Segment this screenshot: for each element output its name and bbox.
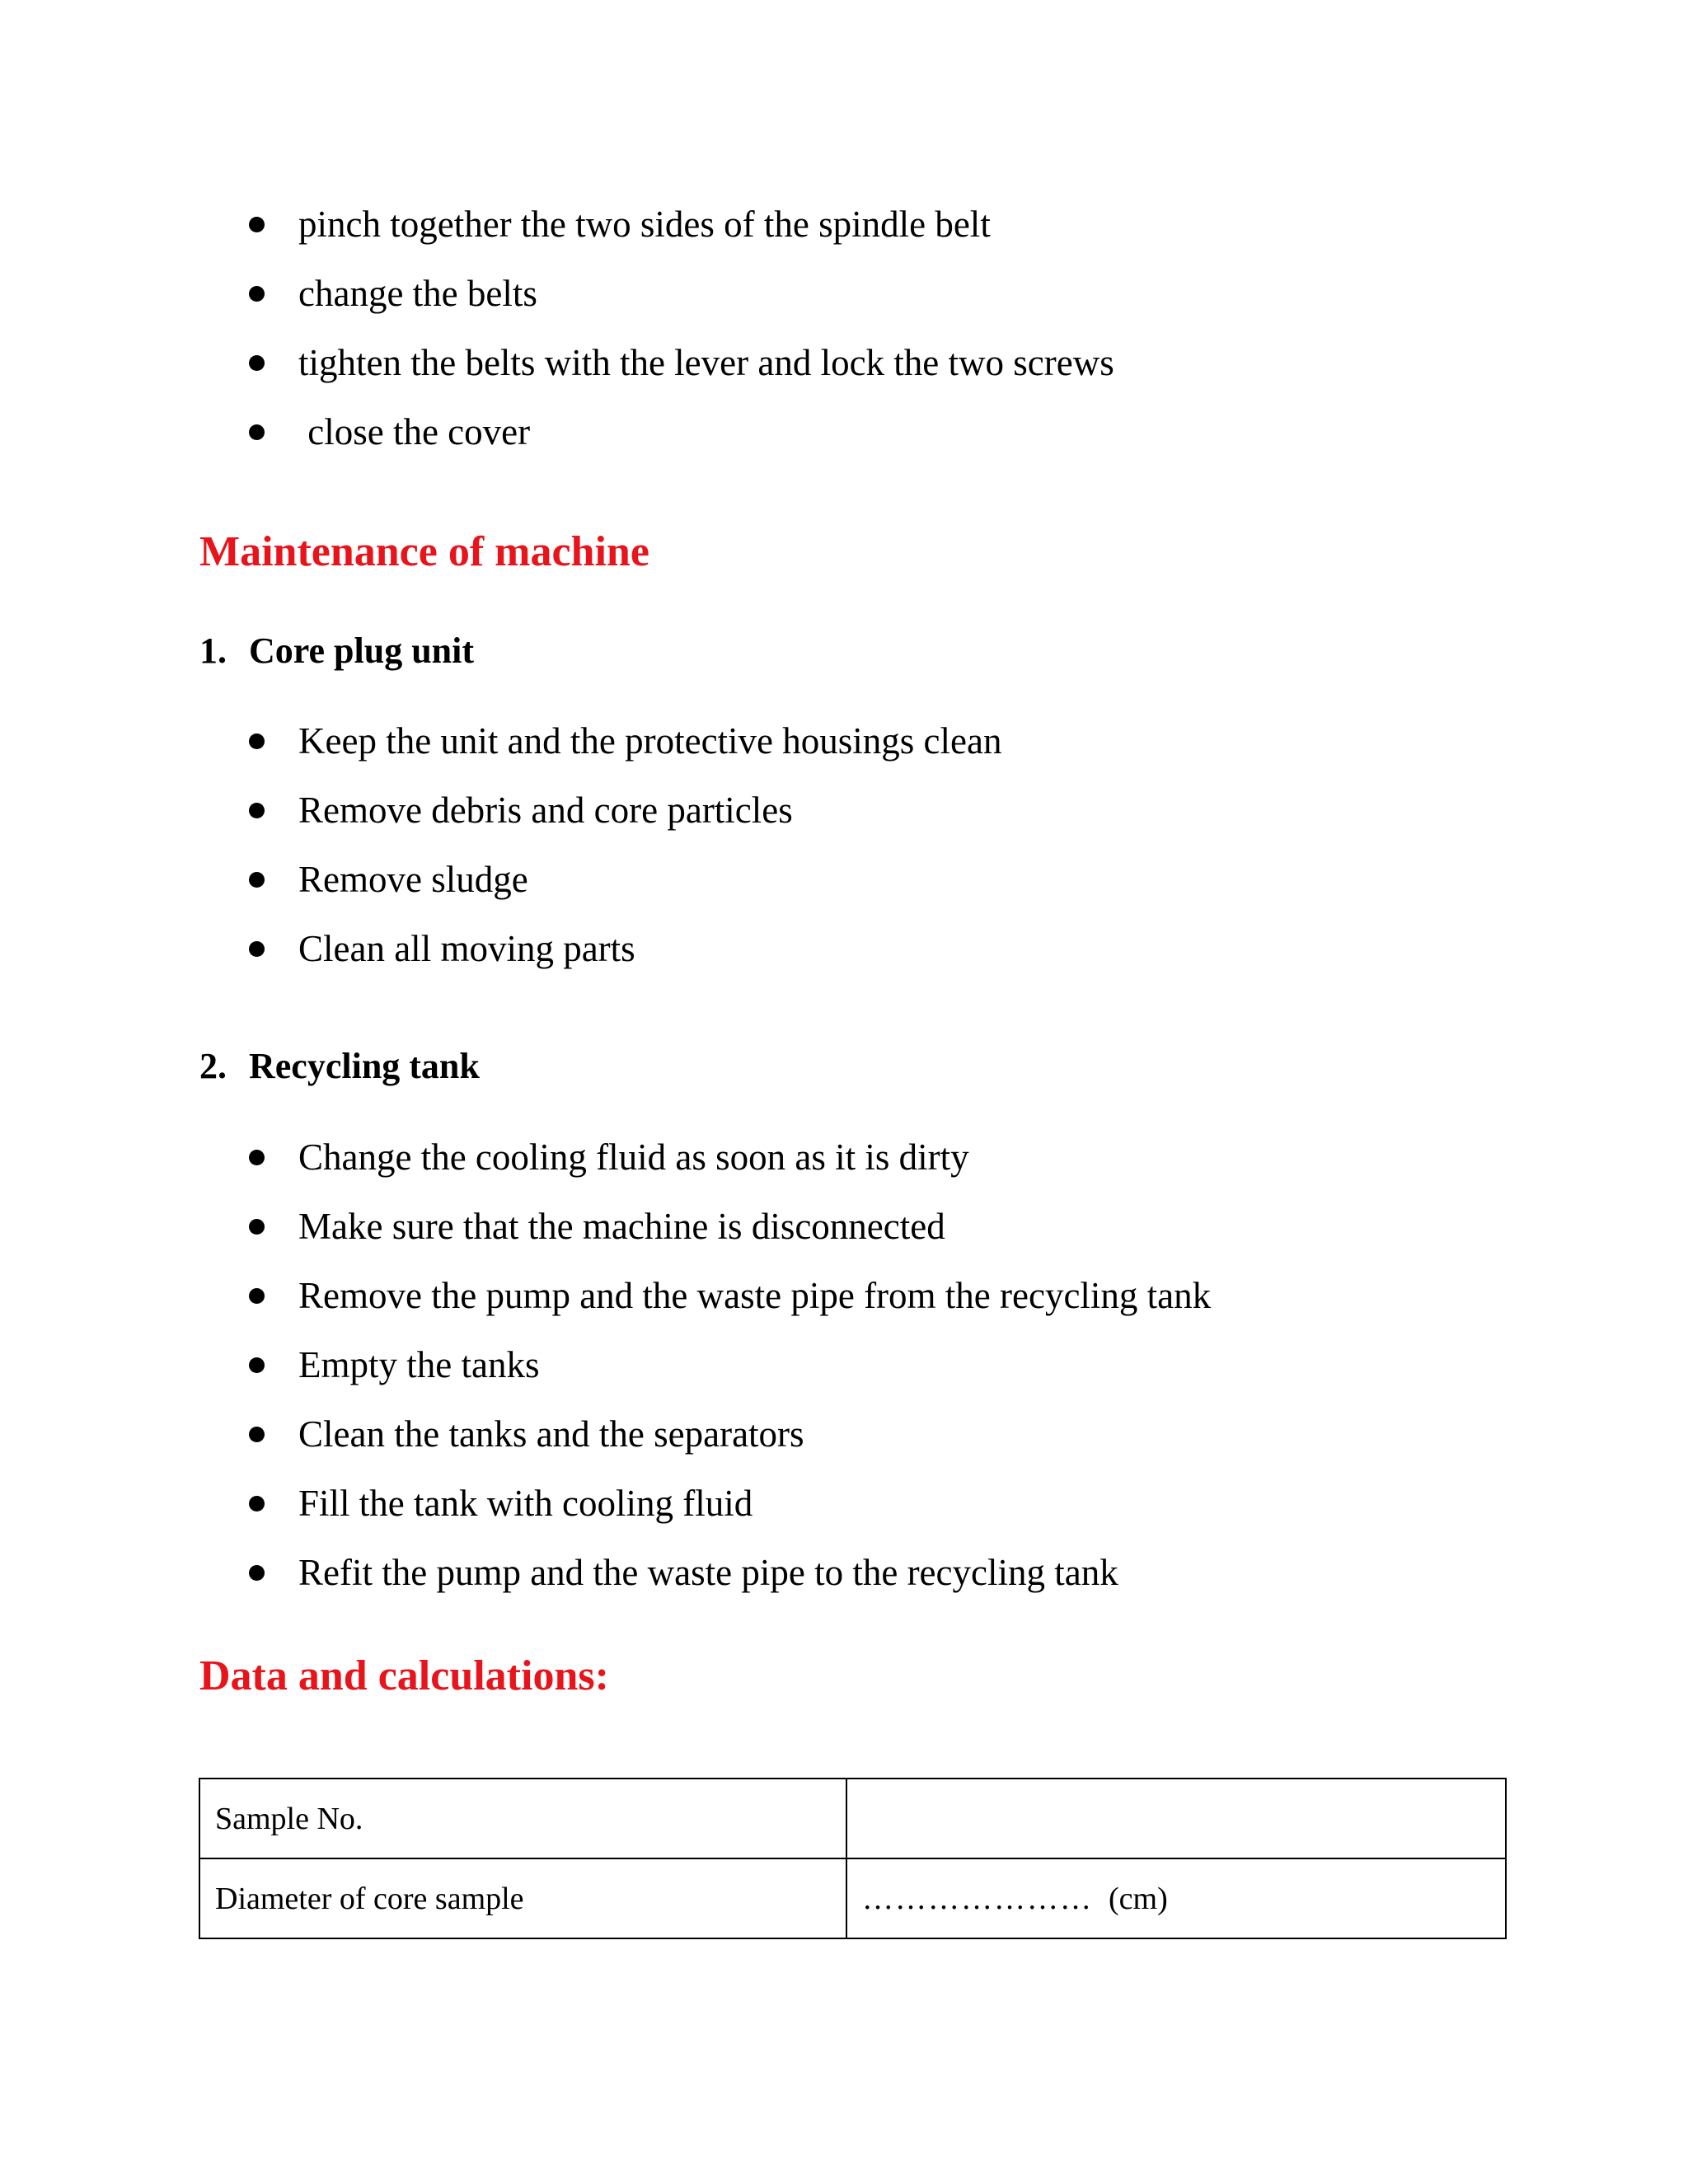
section-heading-recycling-tank xyxy=(199,1042,480,1091)
bullet-icon xyxy=(249,803,265,818)
list-item xyxy=(0,338,1688,387)
list-item-text: change the belts xyxy=(298,273,537,314)
list-item-text: Remove debris and core particles xyxy=(298,790,793,831)
list-item-text: Remove sludge xyxy=(298,859,528,900)
data-table xyxy=(199,1778,1507,1939)
list-item xyxy=(0,785,1688,835)
list-item-text: tighten the belts with the lever and lock the two screws xyxy=(298,342,1114,383)
bullet-icon xyxy=(249,941,265,957)
section-title: Core plug unit xyxy=(249,630,475,671)
unit-text: (cm) xyxy=(1109,1881,1168,1916)
bullet-icon xyxy=(249,1496,265,1511)
bullet-icon xyxy=(249,424,265,440)
table-cell-value[interactable] xyxy=(846,1858,1506,1938)
section-number: 2. xyxy=(199,1046,227,1086)
list-item-text: pinch together the two sides of the spindle belt xyxy=(298,204,991,245)
bullet-icon xyxy=(249,1288,265,1304)
bullet-icon xyxy=(249,286,265,302)
value-blank: ………………… xyxy=(862,1881,1093,1916)
table-cell-value[interactable] xyxy=(846,1779,1506,1858)
section-title: Recycling tank xyxy=(249,1046,480,1086)
list-item xyxy=(0,1548,1688,1597)
list-item-text: Clean all moving parts xyxy=(298,928,635,969)
bullet-icon xyxy=(249,1565,265,1581)
list-item-text: Clean the tanks and the separators xyxy=(298,1413,804,1455)
table-row xyxy=(199,1858,1506,1938)
list-item-text: Make sure that the machine is disconnected xyxy=(298,1206,945,1247)
bullet-icon xyxy=(249,1427,265,1442)
list-item xyxy=(0,855,1688,904)
list-item xyxy=(0,407,1688,457)
list-item xyxy=(0,924,1688,973)
list-item xyxy=(0,1340,1688,1390)
table-cell-label: Sample No. xyxy=(199,1779,846,1858)
list-item-text: close the cover xyxy=(298,411,531,452)
list-item-text: Change the cooling fluid as soon as it is dirty xyxy=(298,1137,969,1178)
bullet-icon xyxy=(249,355,265,371)
list-item xyxy=(0,716,1688,766)
table-cell-label: Diameter of core sample xyxy=(199,1858,846,1938)
list-item-text: Remove the pump and the waste pipe from the recycling tank xyxy=(298,1275,1212,1316)
maintenance-heading: Maintenance of machine xyxy=(199,528,649,575)
bullet-icon xyxy=(249,1150,265,1165)
section-heading-core-plug-unit xyxy=(199,626,474,676)
bullet-icon xyxy=(249,1219,265,1235)
list-item-text: Keep the unit and the protective housings clean xyxy=(298,720,1002,762)
bullet-icon xyxy=(249,872,265,888)
list-item-text: Refit the pump and the waste pipe to the recycling tank xyxy=(298,1552,1118,1593)
list-item xyxy=(0,1271,1688,1320)
list-item xyxy=(0,269,1688,318)
table-row xyxy=(199,1779,1506,1858)
bullet-icon xyxy=(249,1357,265,1373)
list-item-text: Empty the tanks xyxy=(298,1344,540,1385)
list-item xyxy=(0,1409,1688,1459)
data-calculations-heading: Data and calculations: xyxy=(199,1652,609,1699)
list-item xyxy=(0,199,1688,249)
bullet-icon xyxy=(249,217,265,232)
section-number: 1. xyxy=(199,630,227,671)
list-item xyxy=(0,1479,1688,1528)
list-item-text: Fill the tank with cooling fluid xyxy=(298,1483,753,1524)
list-item xyxy=(0,1202,1688,1251)
bullet-icon xyxy=(249,733,265,749)
list-item xyxy=(0,1132,1688,1182)
